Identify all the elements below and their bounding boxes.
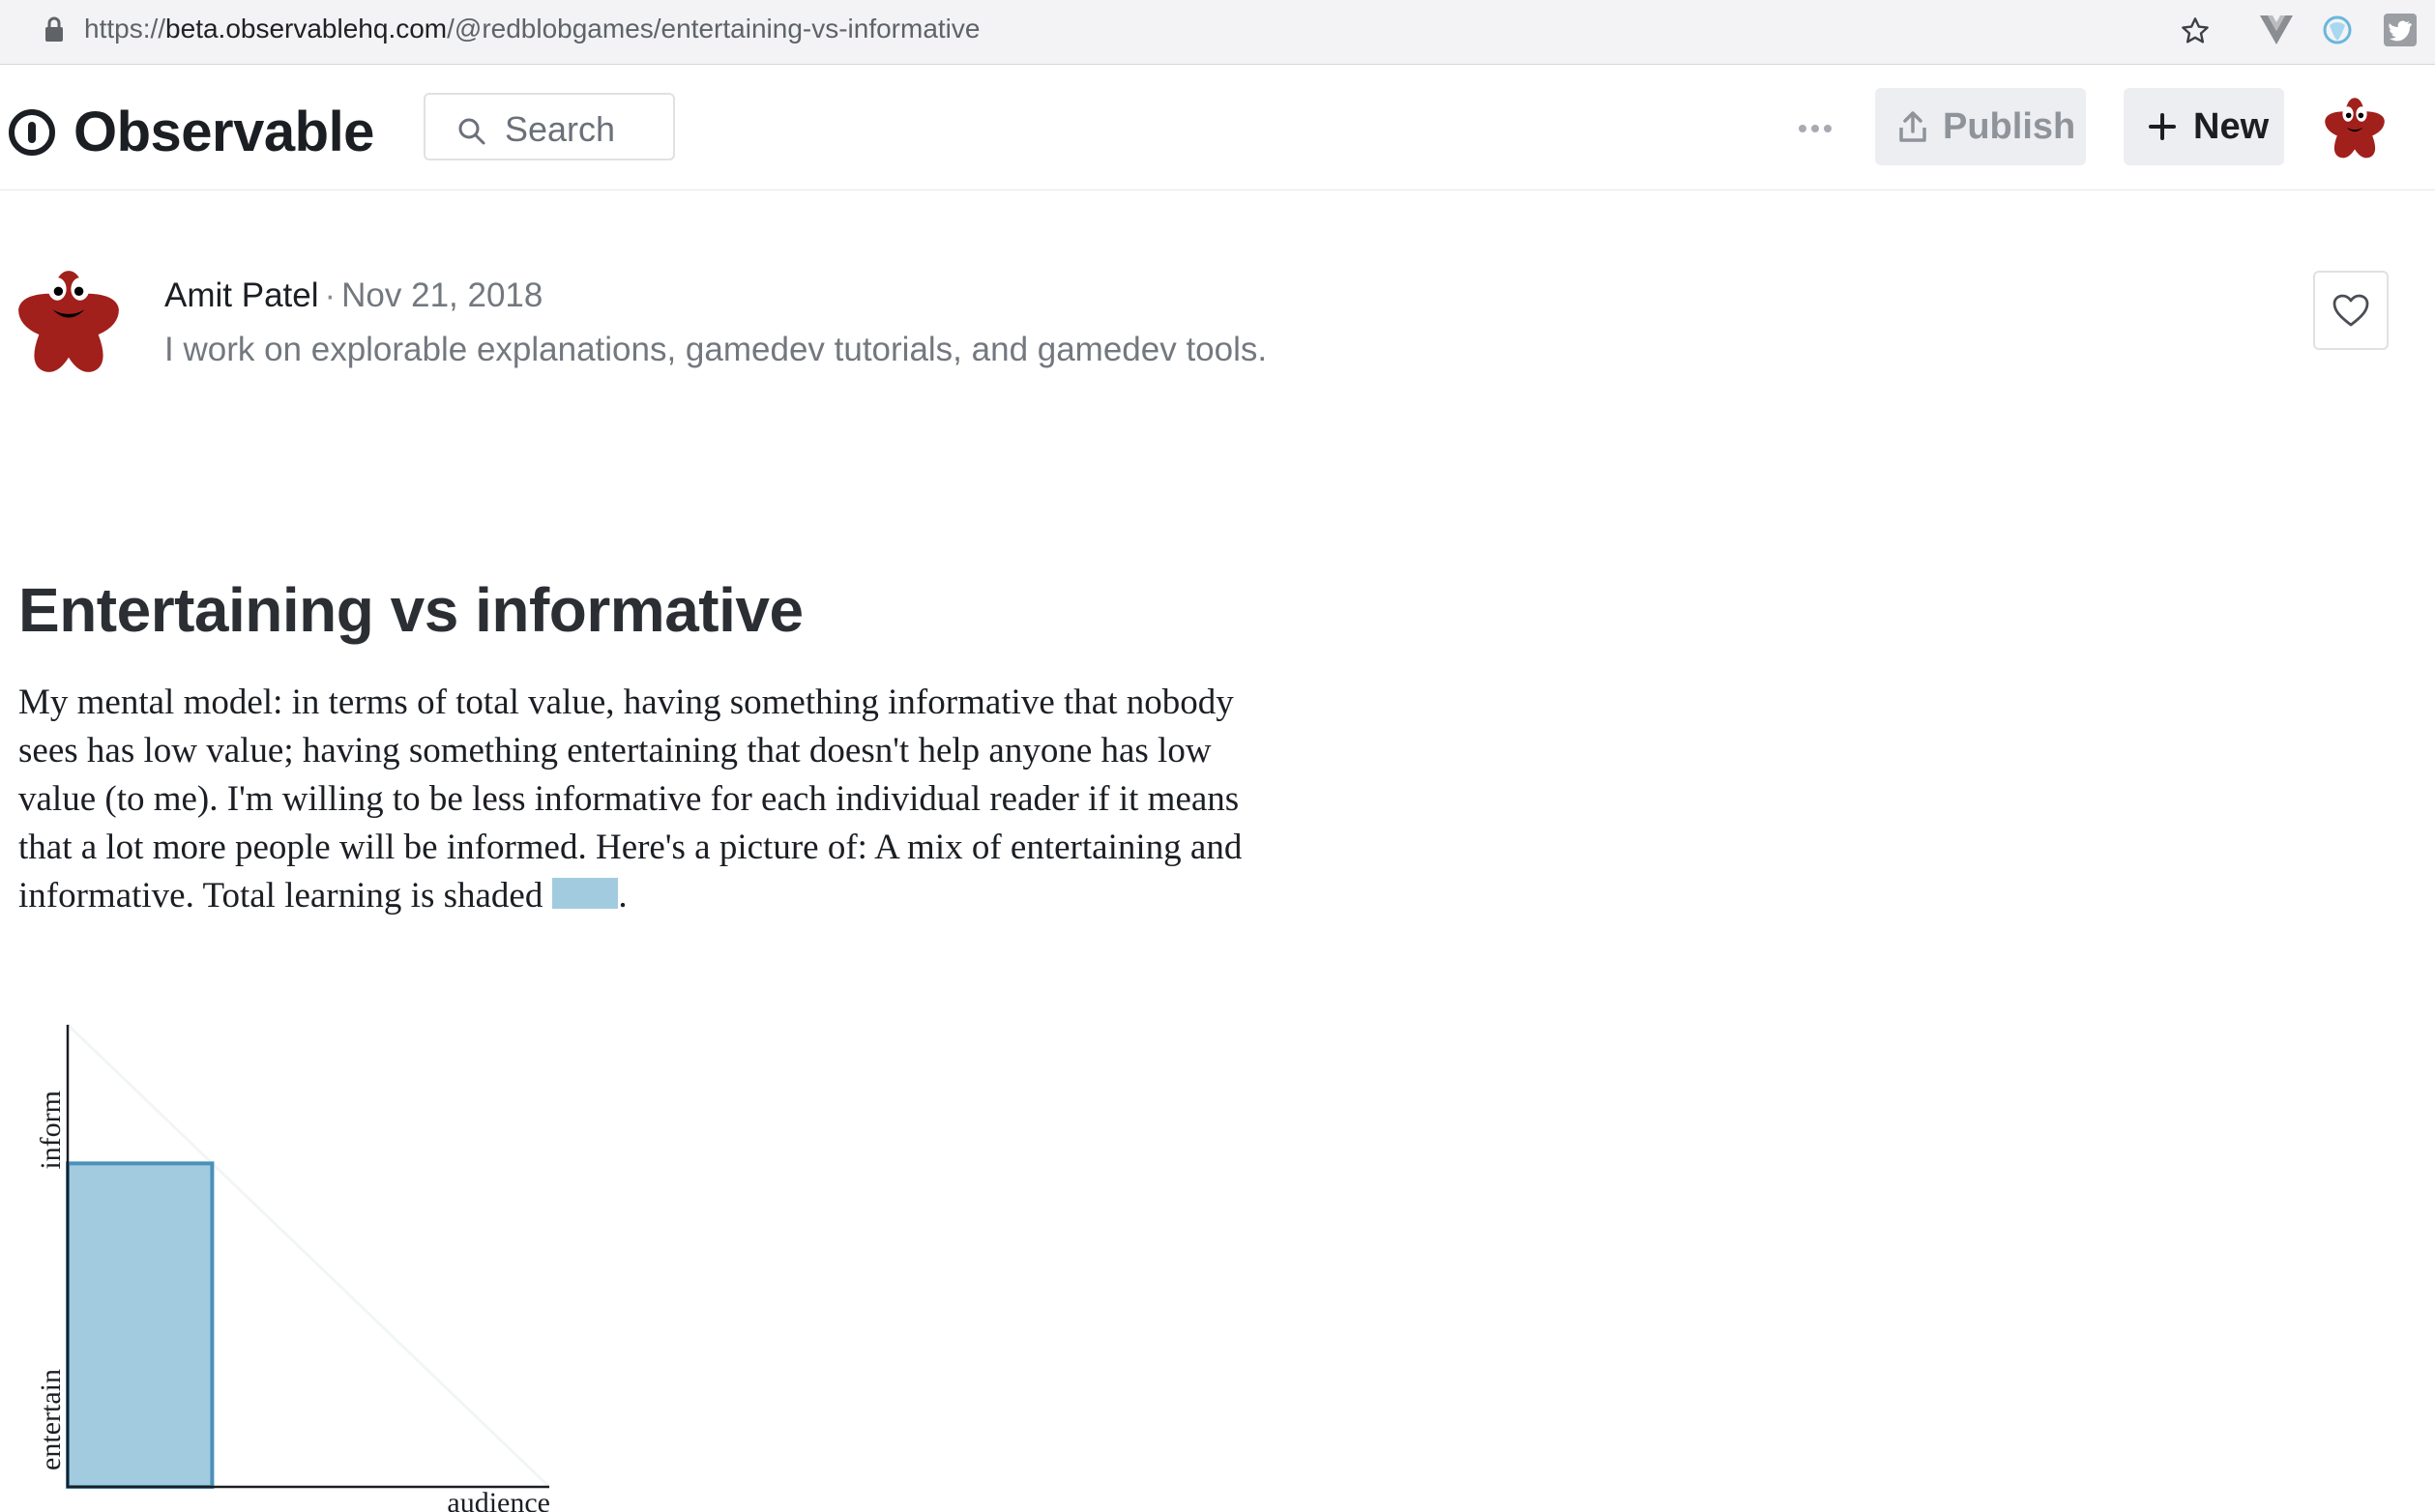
user-avatar[interactable] <box>2321 94 2389 161</box>
shade-swatch <box>552 878 618 909</box>
new-label: New <box>2193 105 2270 147</box>
author-line <box>164 276 543 315</box>
more-options-icon[interactable] <box>1799 125 1832 132</box>
like-button[interactable] <box>2313 271 2389 350</box>
logo-text: Observable <box>73 101 374 163</box>
separator: · <box>324 276 337 314</box>
observable-logo-icon <box>8 108 56 157</box>
publish-date: Nov 21, 2018 <box>341 276 543 314</box>
paragraph-end: . <box>618 876 628 916</box>
search-input[interactable] <box>424 93 675 160</box>
x-label: audience <box>447 1487 550 1512</box>
heart-icon <box>2332 293 2370 328</box>
upload-icon <box>1898 110 1927 143</box>
publish-label: Publish <box>1943 105 2076 147</box>
observable-logo[interactable] <box>8 100 374 164</box>
y-label-bottom: entertain <box>35 1369 67 1470</box>
extension-icon[interactable] <box>2321 14 2354 46</box>
shaded-learning-area <box>68 1163 212 1487</box>
twitter-icon[interactable] <box>2384 14 2417 46</box>
author-name[interactable]: Amit Patel <box>164 276 319 314</box>
notebook-paragraph <box>18 679 1276 920</box>
author-avatar[interactable] <box>12 263 126 379</box>
lock-icon <box>44 16 65 44</box>
new-button[interactable] <box>2124 88 2284 165</box>
plus-icon <box>2149 113 2176 140</box>
author-bio: I work on explorable explanations, gamedev tutorials, and gamedev tools. <box>164 331 1268 368</box>
app-header <box>0 65 2435 190</box>
vue-devtools-icon[interactable] <box>2260 15 2293 44</box>
browser-address-bar[interactable] <box>0 0 2435 65</box>
bookmark-star-icon[interactable] <box>2180 15 2211 46</box>
publish-button[interactable] <box>1875 88 2086 165</box>
y-label-top: inform <box>35 1090 67 1170</box>
search-placeholder: Search <box>505 109 616 149</box>
paragraph-text: My mental model: in terms of total value, having something informative that nobody sees has low value; having something entertaining that doesn't help anyone has low value (to me). I'm willing to be less informative for each individual reader if it means that a lot more people will be informed. Here's a picture of: A mix of entertaining and informative. Total learning is shaded <box>18 683 1243 916</box>
url-path: /@redblobgames/entertaining-vs-informative <box>447 14 981 44</box>
learning-chart <box>0 986 561 1512</box>
notebook-title: Entertaining vs informative <box>18 575 804 645</box>
url-host: beta.observablehq.com <box>165 14 448 44</box>
url-protocol: https:// <box>84 14 166 44</box>
search-icon <box>456 116 487 147</box>
url-text[interactable] <box>84 13 980 45</box>
